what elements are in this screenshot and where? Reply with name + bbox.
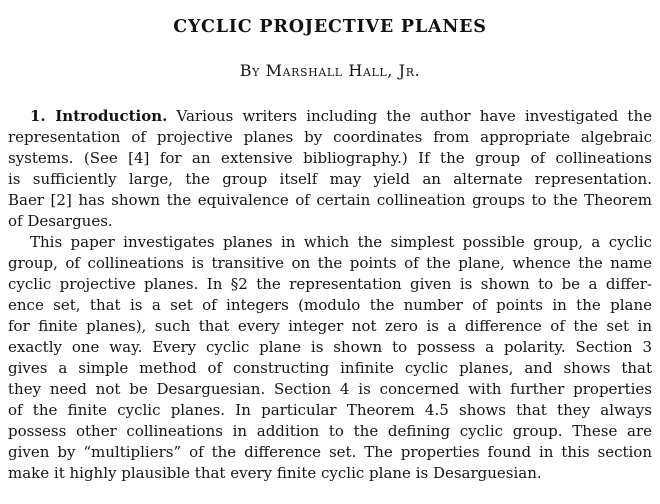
paper-title: CYCLIC PROJECTIVE PLANES <box>173 17 487 37</box>
text-line <box>8 211 652 232</box>
text-line <box>8 400 652 421</box>
paper-byline: By Marshall Hall, Jr. <box>239 61 421 80</box>
text-line <box>8 190 652 211</box>
text-run: for finite planes), such that every integer not zero is a difference of the set in <box>8 317 652 335</box>
text-line <box>8 106 652 127</box>
text-run: exactly one way. Every cyclic plane is shown to possess a polarity. Section 3 <box>8 338 652 356</box>
paper-body <box>8 106 652 484</box>
text-run: representation of projective planes by coordinates from appropriate algebraic <box>8 128 652 146</box>
text-run: Various writers including the author have investigated the <box>167 107 653 125</box>
text-line <box>8 232 652 253</box>
text-run: they need not be Desarguesian. Section 4 is concerned with further properties <box>8 380 652 398</box>
text-line <box>8 127 652 148</box>
text-run: make it highly plausible that every finite cyclic plane is Desarguesian. <box>8 464 542 482</box>
text-run: of Desargues. <box>8 212 113 230</box>
text-run: of the finite cyclic planes. In particular Theorem 4.5 shows that they always <box>8 401 652 419</box>
text-run: This paper investigates planes in which the simplest possible group, a cyclic <box>30 233 652 251</box>
text-line <box>8 421 652 442</box>
text-run: group, of collineations is transitive on the points of the plane, whence the name <box>8 254 652 272</box>
text-run: Baer [2] has shown the equivalence of certain collineation groups to the Theorem <box>8 191 652 209</box>
text-line <box>8 337 652 358</box>
text-line <box>8 148 652 169</box>
text-line <box>8 169 652 190</box>
text-run: ence set, that is a set of integers (modulo the number of points in the plane <box>8 296 652 314</box>
text-line <box>8 379 652 400</box>
text-run: gives a simple method of constructing infinite cyclic planes, and shows that <box>8 359 652 377</box>
text-line <box>8 442 652 463</box>
text-line <box>8 295 652 316</box>
text-run: possess other collineations in addition to the defining cyclic group. These are <box>8 422 652 440</box>
text-line <box>8 358 652 379</box>
text-line <box>8 316 652 337</box>
text-line <box>8 253 652 274</box>
text-run: given by “multipliers” of the difference set. The properties found in this section <box>8 443 652 461</box>
text-run: cyclic projective planes. In §2 the representation given is shown to be a differ- <box>8 275 652 293</box>
text-line <box>8 463 652 484</box>
text-run: systems. (See [4] for an extensive bibliography.) If the group of collineations <box>8 149 652 167</box>
text-line <box>8 274 652 295</box>
section-heading-run: 1. Introduction. <box>30 107 168 125</box>
text-run: is sufficiently large, the group itself may yield an alternate representation. <box>8 170 652 188</box>
